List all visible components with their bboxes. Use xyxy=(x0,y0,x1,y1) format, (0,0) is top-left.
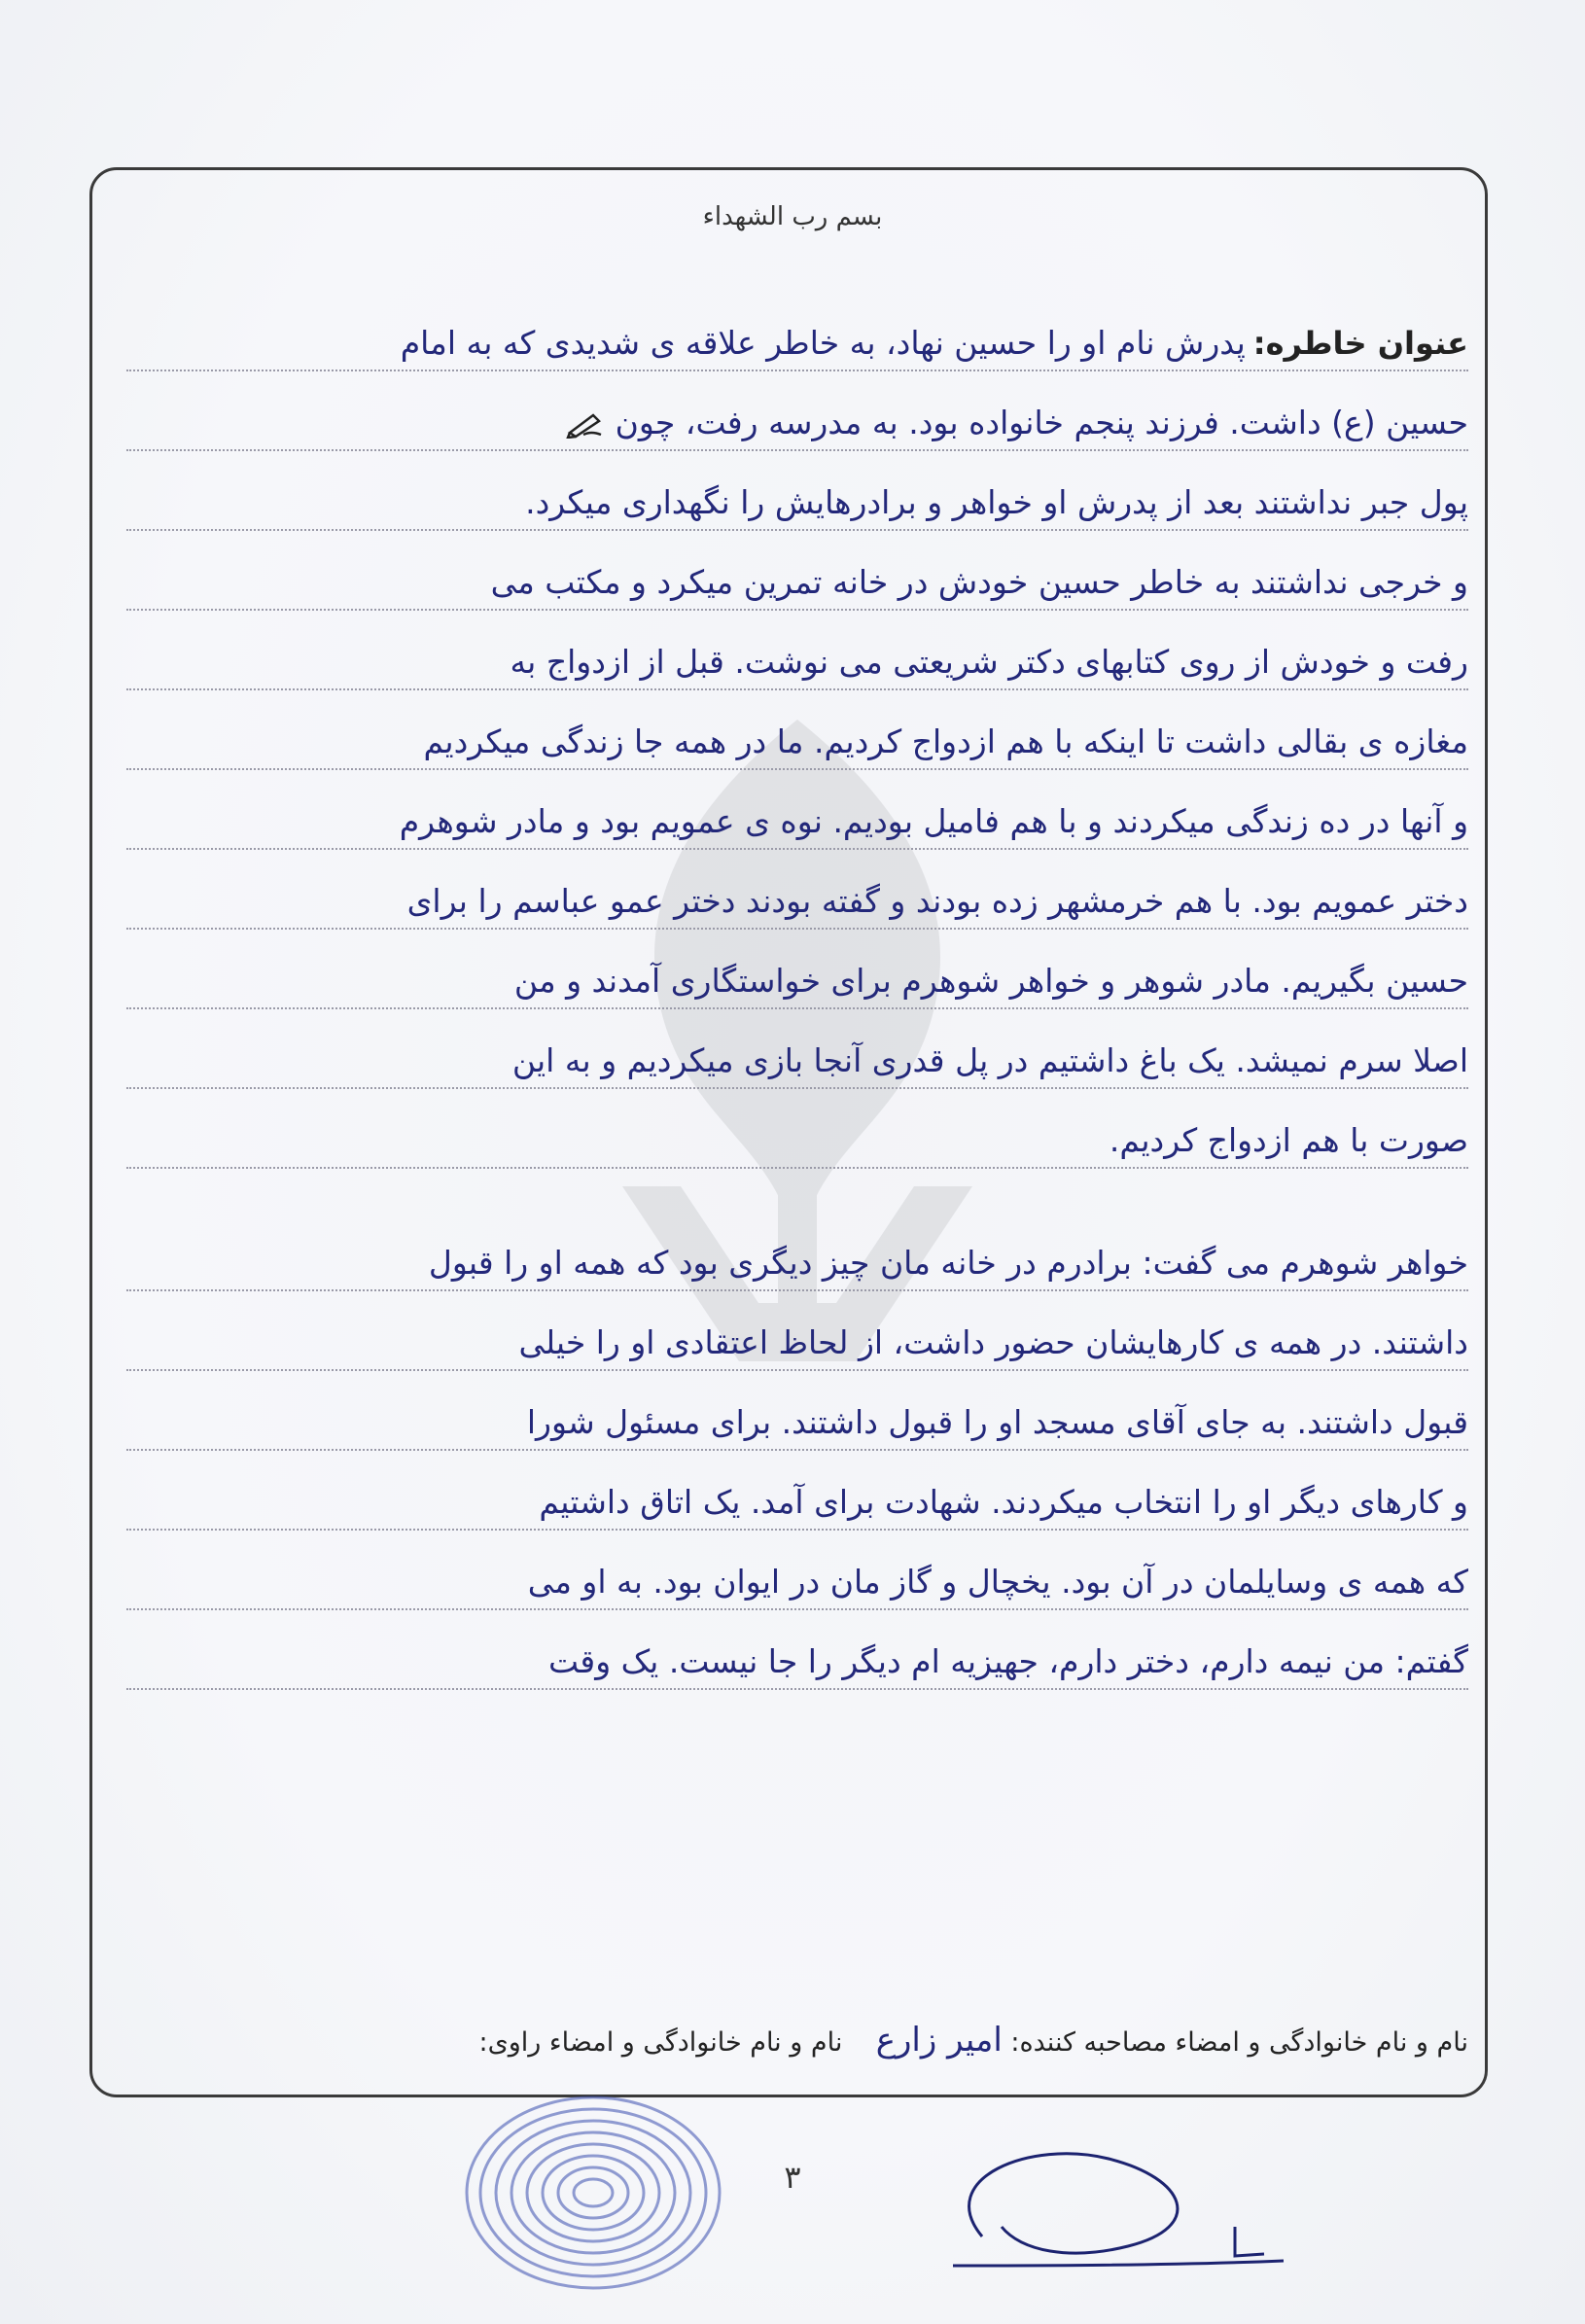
text-line xyxy=(126,1531,1468,1610)
narrator-label: نام و نام خانوادگی و امضاء راوی: xyxy=(478,2027,843,2058)
paragraph-gap xyxy=(126,1169,1468,1212)
text-line xyxy=(126,690,1468,770)
line-content: حسین بگیریم. مادر شوهر و خواهر شوهرم برای خواستگاری آمدند و من xyxy=(513,962,1468,1000)
line-content: و کارهای دیگر او را انتخاب میکردند. شهادت برای آمد. یک اتاق داشتیم xyxy=(539,1483,1468,1521)
line-content: رفت و خودش از روی کتابهای دکتر شریعتی می نوشت. قبل از ازدواج به xyxy=(510,643,1468,681)
text-line xyxy=(126,611,1468,690)
title-label: عنوان خاطره: xyxy=(1252,325,1468,362)
text-line xyxy=(126,1610,1468,1690)
line-content: پدرش نام او را حسین نهاد، به خاطر علاقه ی شدیدی که به امام xyxy=(400,324,1246,362)
text-line xyxy=(126,850,1468,930)
text-line xyxy=(126,770,1468,850)
line-content: اصلا سرم نمیشد. یک باغ داشتیم در پل قدری آنجا بازی میکردیم و به این xyxy=(511,1041,1468,1079)
signature-footer xyxy=(126,2021,1468,2060)
text-line xyxy=(126,1451,1468,1531)
text-line xyxy=(126,1291,1468,1371)
text-line xyxy=(126,1371,1468,1451)
text-line xyxy=(126,531,1468,611)
text-line xyxy=(126,1089,1468,1169)
line-content: دختر عمویم بود. با هم خرمشهر زده بودند و گفته بودند دختر عمو عباسم را برای xyxy=(406,882,1468,920)
signature-icon xyxy=(914,2120,1322,2295)
interviewer-label: نام و نام خانوادگی و امضاء مصاحبه کننده: xyxy=(1010,2027,1468,2058)
memory-text-lines xyxy=(126,292,1468,1690)
text-line xyxy=(126,292,1468,371)
line-content: قبول داشتند. به جای آقای مسجد او را قبول داشتند. برای مسئول شورا xyxy=(526,1403,1468,1441)
text-line xyxy=(126,1009,1468,1089)
pen-icon xyxy=(566,411,605,439)
interviewer-name: امیر زارع xyxy=(875,2021,1003,2060)
line-content: حسین (ع) داشت. فرزند پنجم خانواده بود. به مدرسه رفت، چون xyxy=(615,404,1468,441)
text-line xyxy=(126,930,1468,1009)
header-title: بسم رب الشهداء xyxy=(702,202,883,231)
line-content: خواهر شوهرم می گفت: برادرم در خانه مان چیز دیگری بود که همه او را قبول xyxy=(428,1244,1468,1282)
text-line xyxy=(126,1212,1468,1291)
line-content: و آنها در ده زندگی میکردند و با هم فامیل بودیم. نوه ی عمویم بود و مادر شوهرم xyxy=(399,802,1468,840)
line-content: که همه ی وسایلمان در آن بود. یخچال و گاز مان در ایوان بود. به او می xyxy=(527,1563,1468,1601)
line-content: صورت با هم ازدواج کردیم. xyxy=(1109,1121,1468,1159)
line-content: مغازه ی بقالی داشت تا اینکه با هم ازدواج کردیم. ما در همه جا زندگی میکردیم xyxy=(423,722,1468,760)
line-content: گفتم: من نیمه دارم، دختر دارم، جهیزیه ام دیگر را جا نیست. یک وقت xyxy=(548,1642,1468,1680)
line-content: پول جبر نداشتند بعد از پدرش او خواهر و برادرهایش را نگهداری میکرد. xyxy=(525,483,1468,521)
text-line xyxy=(126,371,1468,451)
text-line xyxy=(126,451,1468,531)
line-content: و خرجی نداشتند به خاطر حسین خودش در خانه تمرین میکرد و مکتب می xyxy=(490,563,1468,601)
line-content: داشتند. در همه ی کارهایشان حضور داشت، از لحاظ اعتقادی او را خیلی xyxy=(518,1323,1468,1361)
page-number: ۳ xyxy=(784,2159,801,2196)
